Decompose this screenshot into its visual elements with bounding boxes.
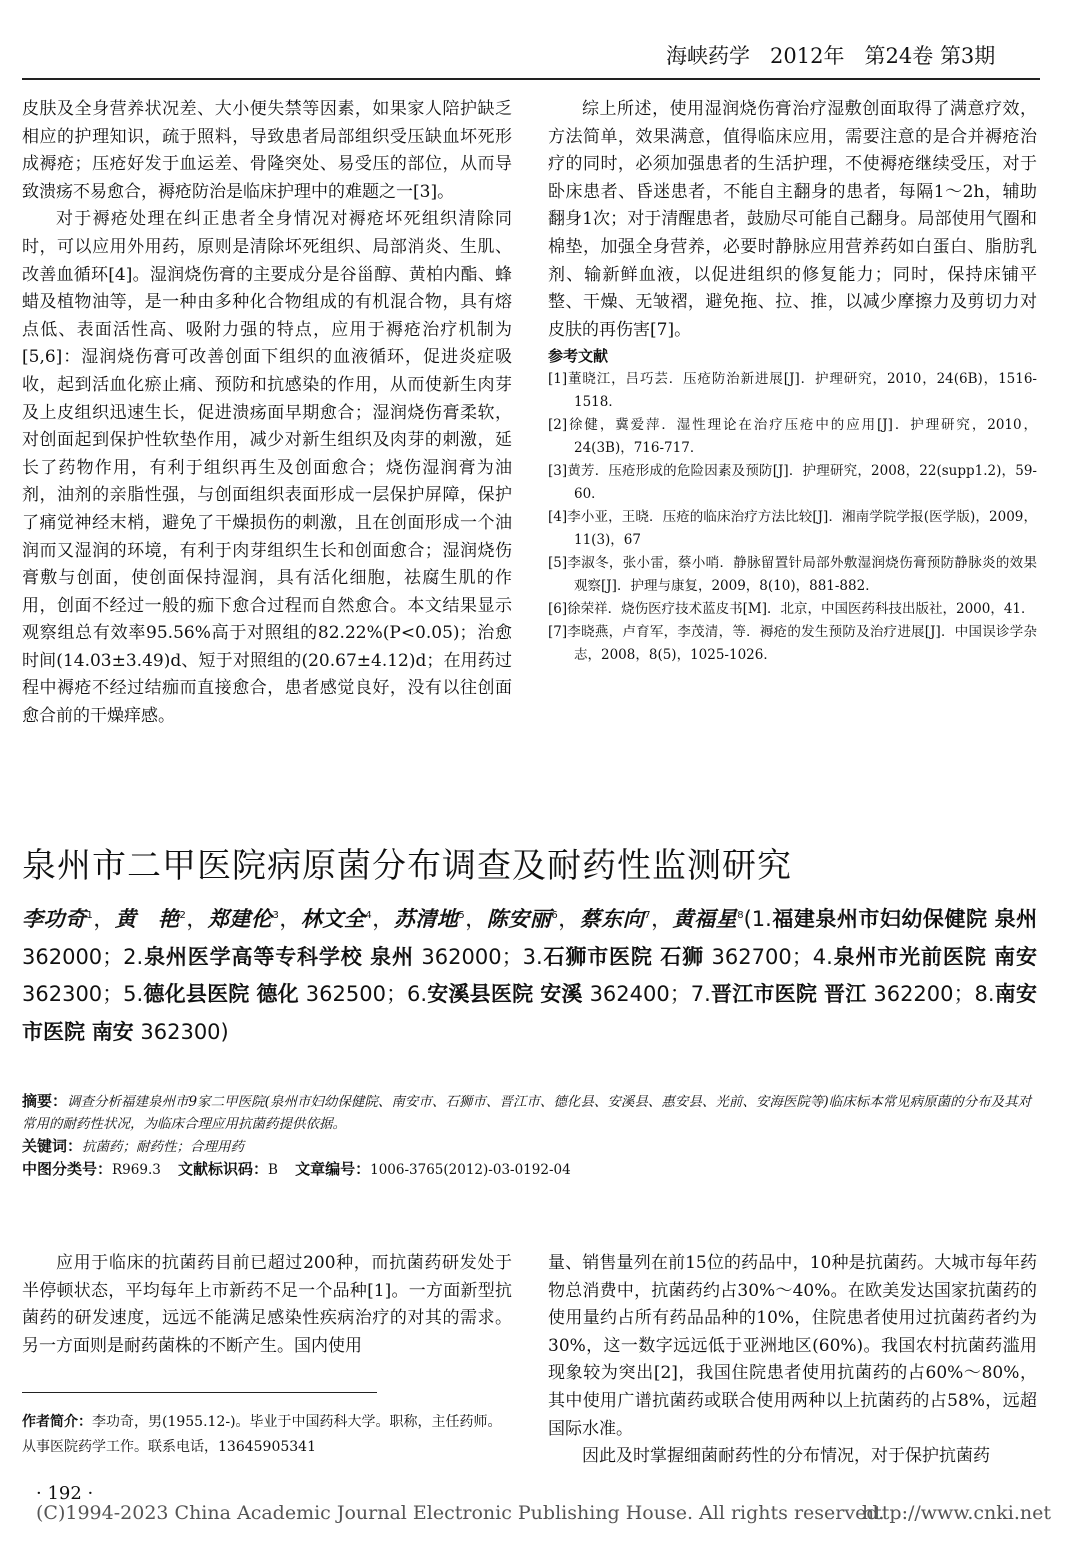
author-name: 郑建伦	[207, 906, 273, 931]
body-right-column	[548, 1250, 1037, 1471]
reference-item: [7]李晓燕，卢育军，李茂清，等．褥疮的发生预防及治疗进展[J]．中国误诊学杂志，2008，8(5)，1025-1026．	[548, 624, 1037, 664]
affiliation-postcode: 362300	[140, 1019, 221, 1044]
author-footnote	[22, 1410, 512, 1460]
journal-issue: 第3期	[939, 44, 996, 68]
affiliation-name: 安溪县医院	[427, 982, 534, 1006]
reference-item: [6]徐荣祥．烧伤医疗技术蓝皮书[M]．北京，中国医药科技出版社，2000，41．	[548, 601, 1035, 618]
author-affiliation-mark: 8	[737, 910, 744, 921]
paragraph: 对于褥疮处理在纠正患者全身情况对褥疮坏死组织清除同时，可以应用外用药，原则是清除坏死组织、局部消炎、生肌、改善血循环[4]。湿润烧伤膏的主要成分是谷甾醇、黄柏内酯、蜂蜡及植物油等，是一种由多种化合物组成的有机混合物，具有熔点低、表面活性高、吸附力强的特点，应用于褥疮治疗机制为[5,6]：湿润烧伤膏可改善创面下组织的血液循环，促进炎症吸收，起到活血化瘀止痛、预防和抗感染的作用，从而使新生肉芽及上皮组织迅速生长，促进溃疡面早期愈合；湿润烧伤膏柔软，对创面起到保护性软垫作用，减少对新生组织及肉芽的刺激，延长了药物作用，有利于组织再生及创面愈合；烧伤湿润膏为油剂，油剂的亲脂性强，与创面组织表面形成一层保护屏障，保护了痛觉神经末梢，避免了干燥损伤的刺激，且在创面形成一个油润而又湿润的环境，有利于肉芽组织生长和创面愈合；湿润烧伤膏敷与创面，使创面保持湿润，具有活化细胞，祛腐生肌的作用，创面不经过一般的痂下愈合过程而自然愈合。本文结果显示观察组总有效率95.56%高于对照组的82.22%(P<0.05)；治愈时间(14.03±3.49)d、短于对照组的(20.67±4.12)d；在用药过程中褥疮不经过结痂而直接愈合，患者感觉良好，没有以往创面愈合前的干燥痒感。	[22, 209, 512, 727]
affiliation-name: 福建泉州市妇幼保健院	[771, 907, 988, 931]
reference-item: [1]董晓江，吕巧芸．压疮防治新进展[J]．护理研究，2010，24(6B)，1516-1518．	[548, 371, 1037, 411]
author-name: 陈安丽	[486, 906, 552, 931]
author-affiliation-mark: 5	[458, 910, 465, 921]
footnote-rule	[22, 1392, 377, 1393]
affiliation-number: 5.	[123, 982, 144, 1006]
affiliation-name: 晋江市医院	[710, 982, 818, 1006]
author-affiliation-mark: 4	[365, 910, 372, 921]
footnote-label: 作者简介：	[22, 1414, 92, 1430]
footnote-text: 李功奇，男(1955.12-)。毕业于中国药科大学。职称，主任药师。从事医院药学工作。联系电话，13645905341	[22, 1414, 502, 1455]
affiliation-city: 晋江	[824, 982, 867, 1006]
reference-item: [4]李小亚，王晓．压疮的临床治疗方法比较[J]．湘南学院学报(医学版)，2009，11(3)，67	[548, 509, 1037, 549]
affiliation-number: 3.	[522, 944, 543, 969]
affiliation-number: 2.	[123, 944, 144, 969]
article-title: 泉州市二甲医院病原菌分布调查及耐药性监测研究	[22, 846, 792, 886]
copyright-url: http://www.cnki.net	[861, 1502, 1051, 1524]
affiliation-city: 石狮	[660, 944, 705, 969]
affiliation-number: 6.	[406, 982, 427, 1006]
author-name: 林文全	[300, 906, 366, 931]
affiliation-number: 7.	[690, 982, 711, 1006]
author-name: 蔡东向	[579, 906, 645, 931]
reference-item: [2]徐健，冀爱萍．湿性理论在治疗压疮中的应用[J]．护理研究，2010，24(3B)，716-717．	[548, 417, 1037, 457]
copyright-line	[36, 1502, 1051, 1524]
affiliation-postcode: 362200	[873, 982, 954, 1006]
articleno-label: 文章编号：	[295, 1160, 371, 1178]
affiliation-number: 4.	[812, 944, 833, 969]
affiliation-city: 德化	[256, 982, 299, 1006]
affiliation-city: 南安	[91, 1019, 134, 1044]
abstract-block	[22, 1090, 1037, 1181]
affiliation-city: 安溪	[540, 982, 583, 1006]
abstract-label: 摘要：	[22, 1092, 68, 1110]
affiliation-name: 泉州医学高等专科学校	[143, 944, 363, 969]
authors-block: 李功奇$^1$，黄 艳$^2$，郑建伦$^3$，林文全$^4$，苏清地$^5$，陈安丽$^6$，蔡东向$^7$，黄福星$^8$(1.福建泉州市妇幼保健院 泉州 362000；2.泉州医学高等专科学校 泉州 362000；3.石狮市医院 石狮 362700；4.泉州市光前医院 南安 362300；5.德化县医院 德化 362500；6.安溪县医院 安溪 362400；7.晋江市医院 晋江 362200；8.南安市医院 南安 362300)	[22, 906, 1038, 1044]
affiliation-postcode: 362000	[421, 944, 502, 969]
journal-year: 2012年	[770, 44, 845, 68]
reference-item: [3]黄芳．压疮形成的危险因素及预防[J]．护理研究，2008，22(supp1.2)，59-60．	[548, 463, 1037, 503]
affiliation-postcode: 362400	[589, 982, 670, 1006]
paragraph: 因此及时掌握细菌耐药性的分布情况，对于保护抗菌药	[582, 1446, 990, 1467]
paragraph: 综上所述，使用湿润烧伤膏治疗湿敷创面取得了满意疗效，方法简单，效果满意，值得临床应用，需要注意的是合并褥疮治疗的同时，必须加强患者的生活护理，不使褥疮继续受压，对于卧床患者、昏迷患者，不能自主翻身的患者，每隔1～2h，辅助翻身1次；对于清醒患者，鼓励尽可能自己翻身。局部使用气圈和棉垫，加强全身营养，必要时静脉应用营养药如白蛋白、脂肪乳剂、输新鲜血液，以促进组织的修复能力；同时，保持床铺平整、干燥、无皱褶，避免拖、拉、推，以减少摩擦力及剪切力对皮肤的再伤害[7]。	[548, 99, 1037, 340]
references-heading: 参考文献	[548, 347, 609, 366]
affiliation-postcode: 362300	[22, 982, 103, 1006]
journal-name: 海峡药学	[666, 44, 750, 68]
affiliation-city: 泉州	[994, 907, 1038, 931]
affiliation-name: 泉州市光前医院	[832, 944, 987, 969]
doccode-label: 文献标识码：	[178, 1160, 269, 1178]
page-number: · 192 ·	[36, 1483, 94, 1504]
prev-article-left-column	[22, 96, 512, 731]
references-list	[548, 368, 1037, 667]
affiliation-name: 南安市医院	[22, 982, 1037, 1044]
clc-value: R969.3	[112, 1162, 161, 1178]
affiliation-name: 石狮市医院	[542, 944, 653, 969]
author-affiliation-mark: 2	[179, 910, 186, 921]
affiliation-city: 南安	[994, 944, 1037, 969]
author-affiliation-mark: 1	[86, 910, 93, 921]
author-name: 李功奇	[22, 906, 87, 931]
affiliation-number: 1.	[751, 907, 772, 931]
running-header	[666, 40, 1026, 70]
author-affiliation-mark: 7	[644, 910, 651, 921]
keywords-text: 抗菌药；耐药性；合理用药	[82, 1139, 245, 1155]
abstract-text: 调查分析福建泉州市9家二甲医院(泉州市妇幼保健院、南安市、石狮市、晋江市、德化县、安溪县、惠安县、光前、安海医院等)临床标本常见病原菌的分布及其对常用的耐药性状况，为临床合理应用抗菌药提供依据。	[22, 1094, 1032, 1132]
articleno-value: 1006-3765(2012)-03-0192-04	[370, 1162, 571, 1178]
affiliation-postcode: 362500	[305, 982, 386, 1006]
reference-item: [5]李淑冬，张小雷，蔡小哨．静脉留置针局部外敷湿润烧伤膏预防静脉炎的效果观察[J]．护理与康复，2009，8(10)，881-882．	[548, 555, 1037, 595]
affiliation-postcode: 362000	[22, 944, 103, 969]
paragraph: 量、销售量列在前15位的药品中，10种是抗菌药。大城市每年药物总消费中，抗菌药约占30%～40%。在欧美发达国家抗菌药的使用量约占所有药品品种的10%，住院患者使用过抗菌药者约为30%，这一数字远远低于亚洲地区(60%)。我国农村抗菌药滥用现象较为突出[2]，我国住院患者使用抗菌药的占60%～80%，其中使用广谱抗菌药或联合使用两种以上抗菌药的占58%，远超国际水准。	[548, 1253, 1037, 1439]
author-affiliation-mark: 6	[551, 910, 558, 921]
affiliation-number: 8.	[974, 982, 995, 1006]
author-name: 黄 艳	[114, 906, 180, 931]
body-left-column	[22, 1250, 512, 1360]
journal-volume: 第24卷	[864, 44, 934, 68]
paragraph: 皮肤及全身营养状况差、大小便失禁等因素，如果家人陪护缺乏相应的护理知识，疏于照料，导致患者局部组织受压缺血坏死形成褥疮；压疮好发于血运差、骨隆突处、易受压的部位，从而导致溃疡不易愈合，褥疮防治是临床护理中的难题之一[3]。	[22, 99, 512, 202]
affiliation-name: 德化县医院	[143, 982, 250, 1006]
header-rule	[22, 78, 1040, 80]
affiliation-city: 泉州	[370, 944, 414, 969]
author-name: 苏清地	[393, 906, 459, 931]
author-name: 黄福星	[672, 906, 738, 931]
author-affiliation-mark: 3	[272, 910, 279, 921]
keywords-label: 关键词：	[22, 1137, 83, 1155]
copyright-text: (C)1994-2023 China Academic Journal Electronic Publishing House. All rights reserved.	[36, 1502, 885, 1524]
affiliation-postcode: 362700	[711, 944, 792, 969]
prev-article-right-column	[548, 96, 1037, 667]
clc-label: 中图分类号：	[22, 1160, 113, 1178]
paragraph: 应用于临床的抗菌药目前已超过200种，而抗菌药研发处于半停顿状态，平均每年上市新药不足一个品种[1]。一方面新型抗菌药的研发速度，远远不能满足感染性疾病治疗的对其的需求。另一方面则是耐药菌株的不断产生。国内使用	[22, 1253, 512, 1356]
doccode-value: B	[268, 1162, 278, 1178]
